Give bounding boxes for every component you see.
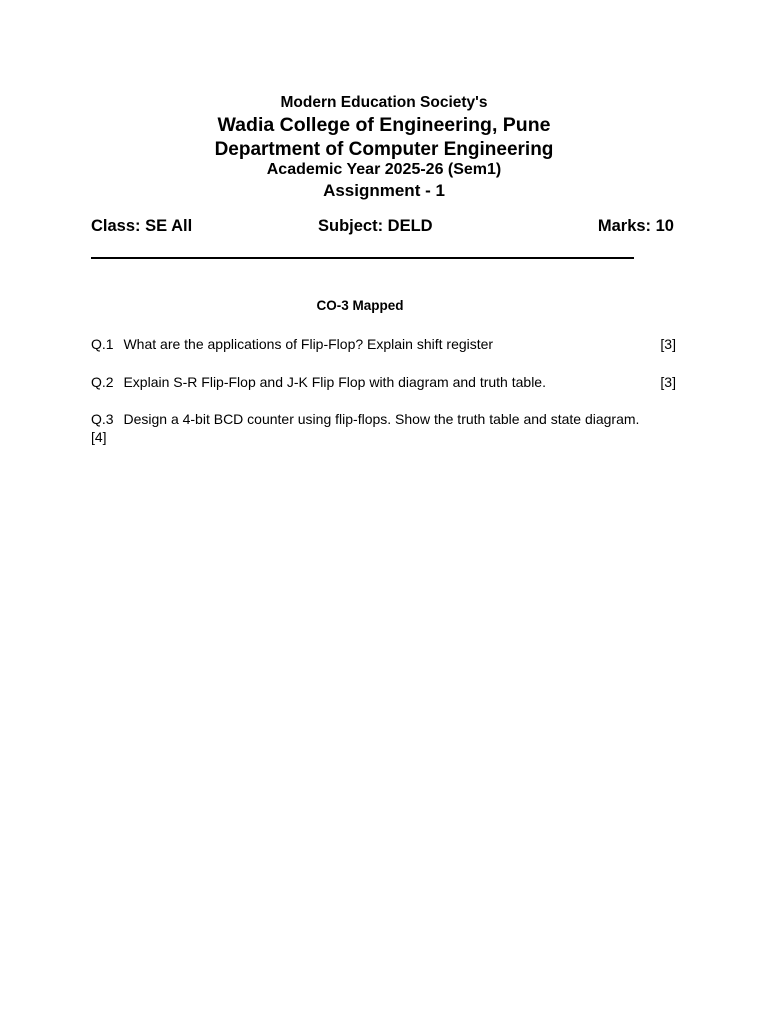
question-marks: [4] [91, 429, 107, 445]
assignment-title: Assignment - 1 [323, 181, 445, 200]
question-item [91, 335, 676, 353]
question-number: Q.3 [91, 411, 114, 427]
question-text: Explain S-R Flip-Flop and J-K Flip Flop with diagram and truth table. [123, 374, 546, 390]
college-name: Wadia College of Engineering, Pune [217, 114, 551, 136]
subject-label: Subject: DELD [318, 217, 433, 235]
question-text: What are the applications of Flip-Flop? Explain shift register [123, 336, 494, 352]
class-label: Class: SE All [91, 217, 193, 235]
total-marks-label: Marks: 10 [597, 217, 674, 235]
question-text: Design a 4-bit BCD counter using flip-flops. Show the truth table and state diagram. [123, 411, 640, 427]
horizontal-divider [91, 257, 634, 259]
question-item [91, 373, 676, 391]
question-number: Q.2 [91, 374, 114, 390]
question-number: Q.1 [91, 336, 114, 352]
society-name: Modern Education Society's [280, 94, 488, 111]
department-name: Department of Computer Engineering [214, 139, 554, 160]
academic-year: Academic Year 2025-26 (Sem1) [266, 161, 502, 178]
question-marks: [3] [660, 336, 676, 352]
question-item [91, 410, 651, 446]
section-heading: CO-3 Mapped [316, 298, 404, 313]
question-marks: [3] [660, 374, 676, 390]
